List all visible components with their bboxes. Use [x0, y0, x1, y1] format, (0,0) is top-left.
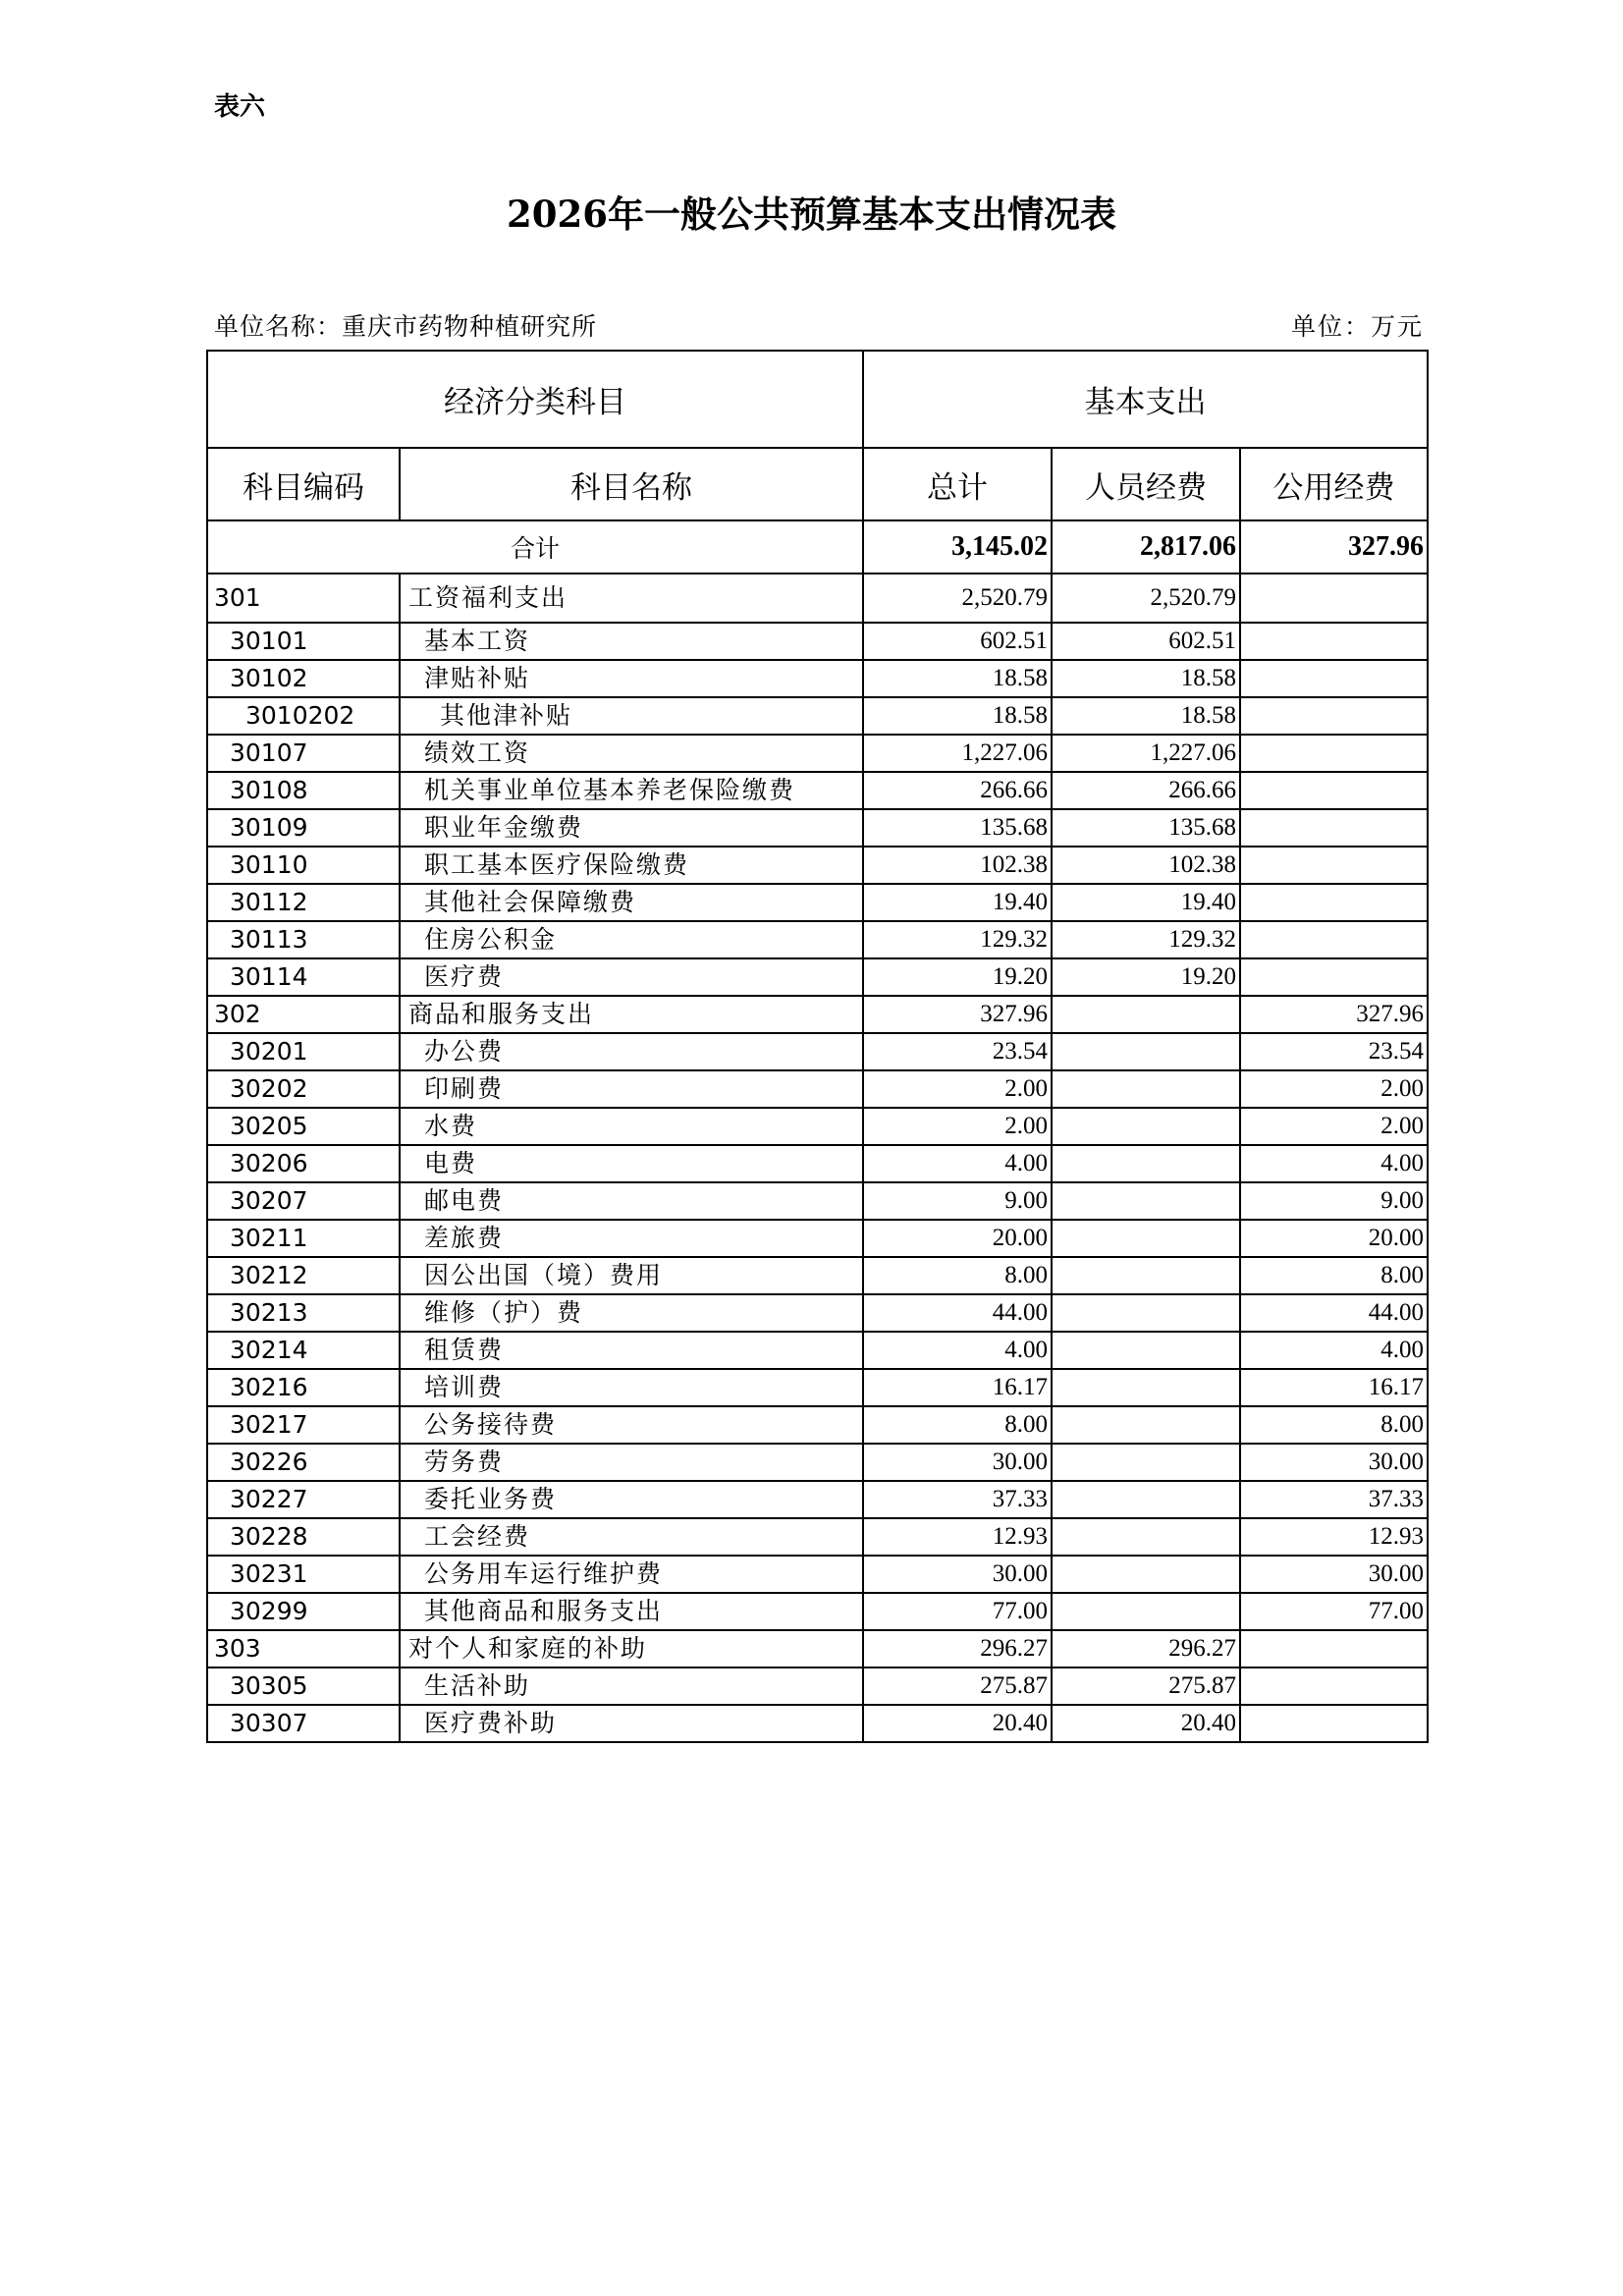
row-personnel — [1052, 1593, 1240, 1630]
table-row — [207, 1593, 1428, 1630]
row-total: 2.00 — [863, 1070, 1052, 1108]
row-code: 302 — [207, 996, 400, 1033]
row-name: 职业年金缴费 — [400, 809, 863, 847]
row-public: 37.33 — [1240, 1481, 1428, 1518]
row-total: 77.00 — [863, 1593, 1052, 1630]
row-public: 4.00 — [1240, 1332, 1428, 1369]
row-name: 水费 — [400, 1108, 863, 1145]
table-row — [207, 1630, 1428, 1667]
row-code: 30109 — [207, 809, 400, 847]
row-name: 绩效工资 — [400, 735, 863, 772]
row-code: 30102 — [207, 660, 400, 697]
row-total: 2.00 — [863, 1108, 1052, 1145]
row-code: 30112 — [207, 884, 400, 921]
row-total: 129.32 — [863, 921, 1052, 958]
row-personnel — [1052, 1108, 1240, 1145]
row-name: 津贴补贴 — [400, 660, 863, 697]
row-personnel: 18.58 — [1052, 697, 1240, 735]
row-total: 8.00 — [863, 1406, 1052, 1444]
row-name: 电费 — [400, 1145, 863, 1182]
row-personnel: 296.27 — [1052, 1630, 1240, 1667]
table-row — [207, 1667, 1428, 1705]
row-total: 102.38 — [863, 847, 1052, 884]
row-total: 135.68 — [863, 809, 1052, 847]
table-row — [207, 1182, 1428, 1220]
row-code: 30207 — [207, 1182, 400, 1220]
row-public — [1240, 660, 1428, 697]
row-code: 30216 — [207, 1369, 400, 1406]
table-row — [207, 996, 1428, 1033]
row-name: 医疗费补助 — [400, 1705, 863, 1742]
row-public: 327.96 — [1240, 996, 1428, 1033]
row-name: 公务用车运行维护费 — [400, 1556, 863, 1593]
row-code: 30227 — [207, 1481, 400, 1518]
row-code: 30212 — [207, 1257, 400, 1294]
row-name: 印刷费 — [400, 1070, 863, 1108]
total-public: 327.96 — [1240, 520, 1428, 574]
unit-name: 单位名称：重庆市药物种植研究所 — [214, 312, 598, 341]
row-personnel — [1052, 996, 1240, 1033]
row-code: 30307 — [207, 1705, 400, 1742]
row-name: 基本工资 — [400, 623, 863, 660]
table-row — [207, 1145, 1428, 1182]
table-row — [207, 847, 1428, 884]
row-personnel — [1052, 1332, 1240, 1369]
row-total: 19.20 — [863, 958, 1052, 996]
row-personnel: 2,520.79 — [1052, 574, 1240, 623]
row-name: 职工基本医疗保险缴费 — [400, 847, 863, 884]
row-name: 住房公积金 — [400, 921, 863, 958]
row-public — [1240, 772, 1428, 809]
row-personnel: 1,227.06 — [1052, 735, 1240, 772]
row-name: 其他社会保障缴费 — [400, 884, 863, 921]
row-public — [1240, 809, 1428, 847]
table-row — [207, 660, 1428, 697]
row-total: 18.58 — [863, 660, 1052, 697]
table-row — [207, 1444, 1428, 1481]
row-name: 办公费 — [400, 1033, 863, 1070]
row-personnel — [1052, 1444, 1240, 1481]
row-name: 培训费 — [400, 1369, 863, 1406]
row-public: 30.00 — [1240, 1444, 1428, 1481]
table-row — [207, 1332, 1428, 1369]
row-name: 劳务费 — [400, 1444, 863, 1481]
row-total: 8.00 — [863, 1257, 1052, 1294]
row-public: 2.00 — [1240, 1108, 1428, 1145]
row-name: 公务接待费 — [400, 1406, 863, 1444]
row-personnel — [1052, 1182, 1240, 1220]
row-total: 30.00 — [863, 1556, 1052, 1593]
row-code: 30226 — [207, 1444, 400, 1481]
row-personnel: 102.38 — [1052, 847, 1240, 884]
row-public — [1240, 623, 1428, 660]
row-code: 30108 — [207, 772, 400, 809]
row-total: 12.93 — [863, 1518, 1052, 1556]
row-public — [1240, 1667, 1428, 1705]
row-code: 30107 — [207, 735, 400, 772]
group-header-economic-classification: 经济分类科目 — [207, 351, 863, 448]
row-public — [1240, 1630, 1428, 1667]
row-public — [1240, 697, 1428, 735]
row-total: 327.96 — [863, 996, 1052, 1033]
row-total: 296.27 — [863, 1630, 1052, 1667]
row-personnel — [1052, 1294, 1240, 1332]
row-personnel — [1052, 1369, 1240, 1406]
row-public: 4.00 — [1240, 1145, 1428, 1182]
row-personnel — [1052, 1257, 1240, 1294]
row-total: 9.00 — [863, 1182, 1052, 1220]
row-total: 44.00 — [863, 1294, 1052, 1332]
total-label: 合计 — [207, 520, 863, 574]
row-name: 生活补助 — [400, 1667, 863, 1705]
row-public — [1240, 847, 1428, 884]
row-personnel: 602.51 — [1052, 623, 1240, 660]
row-public: 77.00 — [1240, 1593, 1428, 1630]
table-row — [207, 1518, 1428, 1556]
row-code: 30206 — [207, 1145, 400, 1182]
table-row — [207, 809, 1428, 847]
table-row — [207, 1556, 1428, 1593]
row-personnel: 19.40 — [1052, 884, 1240, 921]
row-code: 30228 — [207, 1518, 400, 1556]
table-row — [207, 1220, 1428, 1257]
table-row — [207, 772, 1428, 809]
budget-table — [206, 350, 1429, 1743]
row-total: 2,520.79 — [863, 574, 1052, 623]
row-code: 30101 — [207, 623, 400, 660]
table-row — [207, 735, 1428, 772]
row-code: 30211 — [207, 1220, 400, 1257]
row-public: 23.54 — [1240, 1033, 1428, 1070]
row-personnel: 129.32 — [1052, 921, 1240, 958]
row-public: 44.00 — [1240, 1294, 1428, 1332]
row-name: 因公出国（境）费用 — [400, 1257, 863, 1294]
row-public — [1240, 958, 1428, 996]
row-total: 602.51 — [863, 623, 1052, 660]
total-row — [207, 520, 1428, 574]
row-total: 4.00 — [863, 1332, 1052, 1369]
row-code: 3010202 — [207, 697, 400, 735]
table-row — [207, 1705, 1428, 1742]
row-personnel: 275.87 — [1052, 1667, 1240, 1705]
row-personnel — [1052, 1220, 1240, 1257]
row-public — [1240, 921, 1428, 958]
row-total: 266.66 — [863, 772, 1052, 809]
row-public: 16.17 — [1240, 1369, 1428, 1406]
row-personnel — [1052, 1033, 1240, 1070]
row-name: 医疗费 — [400, 958, 863, 996]
row-name: 其他津补贴 — [400, 697, 863, 735]
table-number-label: 表六 — [214, 92, 266, 122]
row-name: 委托业务费 — [400, 1481, 863, 1518]
column-header-total: 总计 — [863, 448, 1052, 520]
table-row — [207, 623, 1428, 660]
row-code: 30231 — [207, 1556, 400, 1593]
row-name: 机关事业单位基本养老保险缴费 — [400, 772, 863, 809]
table-row — [207, 1070, 1428, 1108]
row-total: 19.40 — [863, 884, 1052, 921]
row-personnel: 135.68 — [1052, 809, 1240, 847]
row-personnel — [1052, 1518, 1240, 1556]
row-personnel: 18.58 — [1052, 660, 1240, 697]
row-code: 30217 — [207, 1406, 400, 1444]
row-public: 12.93 — [1240, 1518, 1428, 1556]
table-row — [207, 921, 1428, 958]
row-code: 30113 — [207, 921, 400, 958]
row-name: 对个人和家庭的补助 — [400, 1630, 863, 1667]
table-row — [207, 574, 1428, 623]
row-total: 1,227.06 — [863, 735, 1052, 772]
group-header-basic-expenditure: 基本支出 — [863, 351, 1428, 448]
row-name: 租赁费 — [400, 1332, 863, 1369]
row-name: 维修（护）费 — [400, 1294, 863, 1332]
table-row — [207, 697, 1428, 735]
row-public — [1240, 884, 1428, 921]
row-name: 差旅费 — [400, 1220, 863, 1257]
row-personnel — [1052, 1481, 1240, 1518]
row-public — [1240, 574, 1428, 623]
row-total: 18.58 — [863, 697, 1052, 735]
table-row — [207, 958, 1428, 996]
table-row — [207, 1369, 1428, 1406]
column-header-public: 公用经费 — [1240, 448, 1428, 520]
row-public — [1240, 1705, 1428, 1742]
table-row — [207, 1108, 1428, 1145]
table-row — [207, 1294, 1428, 1332]
table-row — [207, 1406, 1428, 1444]
column-header-name: 科目名称 — [400, 448, 863, 520]
row-personnel: 20.40 — [1052, 1705, 1240, 1742]
row-name: 其他商品和服务支出 — [400, 1593, 863, 1630]
row-total: 4.00 — [863, 1145, 1052, 1182]
row-name: 工资福利支出 — [400, 574, 863, 623]
row-total: 275.87 — [863, 1667, 1052, 1705]
table-row — [207, 1257, 1428, 1294]
row-code: 30202 — [207, 1070, 400, 1108]
row-code: 30205 — [207, 1108, 400, 1145]
row-total: 30.00 — [863, 1444, 1052, 1481]
row-code: 303 — [207, 1630, 400, 1667]
row-public: 8.00 — [1240, 1406, 1428, 1444]
row-total: 20.00 — [863, 1220, 1052, 1257]
row-total: 20.40 — [863, 1705, 1052, 1742]
row-personnel: 19.20 — [1052, 958, 1240, 996]
row-code: 30201 — [207, 1033, 400, 1070]
table-row — [207, 1033, 1428, 1070]
row-personnel — [1052, 1556, 1240, 1593]
row-total: 16.17 — [863, 1369, 1052, 1406]
row-personnel — [1052, 1406, 1240, 1444]
row-total: 37.33 — [863, 1481, 1052, 1518]
column-header-personnel: 人员经费 — [1052, 448, 1240, 520]
row-public: 20.00 — [1240, 1220, 1428, 1257]
page-title: 2026年一般公共预算基本支出情况表 — [507, 192, 1116, 236]
unit-label: 单位：万元 — [1290, 312, 1424, 341]
row-name: 工会经费 — [400, 1518, 863, 1556]
row-code: 301 — [207, 574, 400, 623]
row-code: 30213 — [207, 1294, 400, 1332]
row-code: 30299 — [207, 1593, 400, 1630]
row-name: 邮电费 — [400, 1182, 863, 1220]
total-personnel: 2,817.06 — [1052, 520, 1240, 574]
row-code: 30214 — [207, 1332, 400, 1369]
column-header-code: 科目编码 — [207, 448, 400, 520]
row-total: 23.54 — [863, 1033, 1052, 1070]
row-public: 2.00 — [1240, 1070, 1428, 1108]
table-row — [207, 884, 1428, 921]
row-public: 9.00 — [1240, 1182, 1428, 1220]
row-public: 30.00 — [1240, 1556, 1428, 1593]
row-code: 30114 — [207, 958, 400, 996]
total-sum: 3,145.02 — [863, 520, 1052, 574]
row-name: 商品和服务支出 — [400, 996, 863, 1033]
row-personnel: 266.66 — [1052, 772, 1240, 809]
row-code: 30305 — [207, 1667, 400, 1705]
row-personnel — [1052, 1145, 1240, 1182]
row-personnel — [1052, 1070, 1240, 1108]
row-code: 30110 — [207, 847, 400, 884]
table-row — [207, 1481, 1428, 1518]
row-public — [1240, 735, 1428, 772]
row-public: 8.00 — [1240, 1257, 1428, 1294]
